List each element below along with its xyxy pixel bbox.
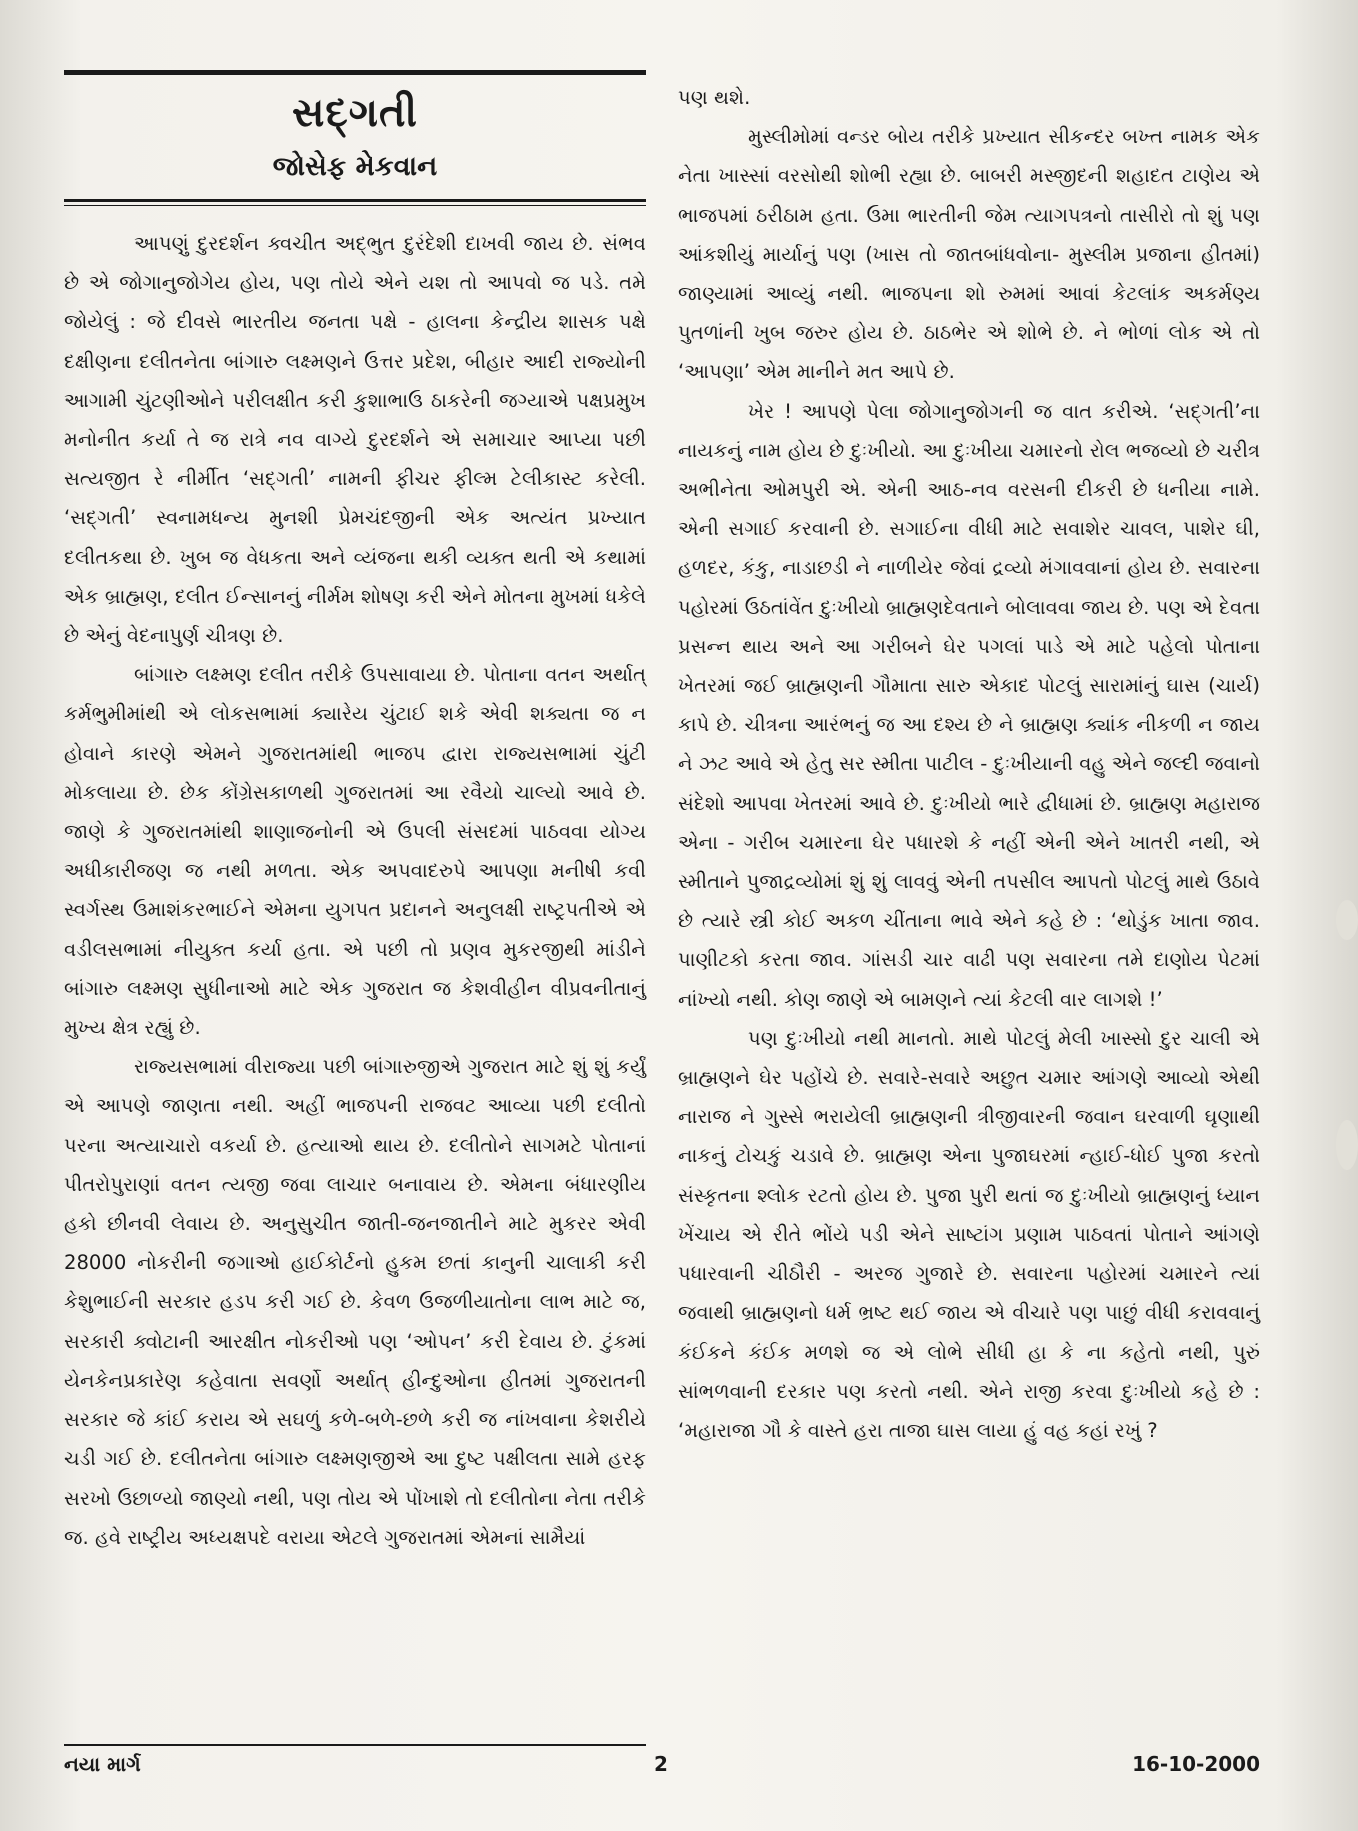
article-author: જોસેફ મેકવાન [272,151,438,182]
paragraph-continuation: પણ થશે. [678,86,751,109]
paragraph: પણ દુઃખીયો નથી માનતો. માથે પોટલું મેલી ખાસ્સો દુર ચાલી એ બ્રાહ્મણને ઘેર પહોંચે છે. સવારે-સવારે અછુત ચમાર આંગણે આવ્યો એથી નારાજ ને ગુસ્સે ભરાયેલી બ્રાહ્મણની ત્રીજીવારની જવાન ઘરવાળી ઘૃણાથી નાકનું ટોચકું ચડાવે છે. બ્રાહ્મણ એના પુજાઘરમાં ન્હાઈ-ધોઈ પુજા કરતો સંસ્કૃતના શ્લોક રટતો હોય છે. પુજા પુરી થતાં જ દુઃખીયો બ્રાહ્મણનું ધ્યાન ખેંચાય એ રીતે ભોંયે પડી એને સાષ્ટાંગ પ્રણામ પાઠવતાં પોતાને આંગણે પધારવાની ચીઠૌરી - અરજ ગુજારે છે. સવારના પહોરમાં ચમારને ત્યાં જવાથી બ્રાહ્મણનો ધર્મ ભ્રષ્ટ થઈ જાય એ વીચારે પણ પાછું વીધી કરાવવાનું કંઈકને કંઈક મળશે જ એ લોભે સીધી હા કે ના કહેતો નથી, પુરું સાંભળવાની દરકાર પણ કરતો નથી. એને રાજી કરવા દુઃખીયો કહે છે : ‘મહારાજા ગૌ કે વાસ્તે હરા તાજા ઘાસ લાયા હું વહ કહાં રખું ? [678,1026,1260,1442]
top-rule [64,70,646,75]
footer-rule [64,1744,646,1746]
right-body [678,78,1260,1450]
paragraph: બાંગારુ લક્ષ્મણ દલીત તરીકે ઉપસાવાયા છે. પોતાના વતન અર્થાત્ કર્મભુમીમાંથી એ લોકસભામાં ક્યારેય ચુંટાઈ શકે એવી શક્યતા જ ન હોવાને કારણે એમને ગુજરાતમાંથી ભાજપ દ્વારા રાજ્યસભામાં ચુંટી મોકલાયા છે. છેક કોંગ્રેસકાળથી ગુજરાતમાં આ રવૈયો ચાલ્યો આવે છે. જાણે કે ગુજરાતમાંથી શાણાજનોની એ ઉપલી સંસદમાં પાઠવવા યોગ્ય અધીકારીજણ જ નથી મળતા. એક અપવાદરુપે આપણા મનીષી કવી સ્વર્ગસ્થ ઉમાશંકરભાઈને એમના યુગપત પ્રદાનને અનુલક્ષી રાષ્ટ્રપતીએ એ વડીલસભામાં નીયુક્ત કર્યા હતા. એ પછી તો પ્રણવ મુકરજીથી માંડીને બાંગારુ લક્ષ્મણ સુધીનાઓ માટે એક ગુજરાત જ કેશવીહીન વીપ્રવનીતાનું મુખ્ય ક્ષેત્ર રહ્યું છે. [64,663,646,1040]
publication-name: નયા માર્ગ [64,1752,141,1776]
page-footer [64,1752,1260,1792]
header-rule [64,199,646,206]
article-title: સદ્ગતી [292,90,418,136]
issue-date: 16-10-2000 [1132,1752,1260,1776]
paragraph: રાજ્યસભામાં વીરાજ્યા પછી બાંગારુજીએ ગુજરાત માટે શું શું કર્યું એ આપણે જાણતા નથી. અહીં ભાજપની રાજવટ આવ્યા પછી દલીતો પરના અત્યાચારો વકર્યા છે. હત્યાઓ થાય છે. દલીતોને સાગમટે પોતાનાં પીતરોપુરાણાં વતન ત્યજી જવા લાચાર બનાવાય છે. એમના બંધારણીય હકો છીનવી લેવાય છે. અનુસુચીત જાતી-જનજાતીને માટે મુકરર એવી 28000 નોકરીની જગાઓ હાઈકોર્ટનો હુકમ છતાં કાનુની ચાલાકી કરી કેશુભાઈની સરકાર હડપ કરી ગઈ છે. કેવળ ઉજળીયાતોના લાભ માટે જ, સરકારી ક્વોટાની આરક્ષીત નોકરીઓ પણ ‘ઓપન’ કરી દેવાય છે. ટુંકમાં યેનકેનપ્રકારેણ કહેવાતા સવર્ણો અર્થાત્ હીન્દુઓના હીતમાં ગુજરાતની સરકાર જે કાંઈ કરાય એ સઘળું કળે-બળે-છળે કરી જ નાંખવાના કેશરીયે ચડી ગઈ છે. દલીતનેતા બાંગારુ લક્ષ્મણજીએ આ દુષ્ટ પક્ષીલતા સામે હરફ સરખો ઉછાળ્યો જાણ્યો નથી, પણ તોય એ પોંખાશે તો દલીતોના નેતા તરીકે જ. હવે રાષ્ટ્રીય અધ્યક્ષપદે વરાયા એટલે ગુજરાતમાં એમનાં સામૈયાં [64,1055,646,1549]
right-column [678,78,1260,1450]
left-body [64,224,646,1557]
paper-stain [1336,1120,1358,1170]
paragraph: મુસ્લીમોમાં વન્ડર બોય તરીકે પ્રખ્યાત સીકન્દર બખ્ત નામક એક નેતા ખાસ્સાં વરસોથી શોભી રહ્યા છે. બાબરી મસ્જીદની શહાદત ટાણેય એ ભાજપમાં ઠરીઠામ હતા. ઉમા ભારતીની જેમ ત્યાગપત્રનો તાસીરો તો શું પણ આંકશીયું માર્યાનું પણ (ખાસ તો જાતબાંધવોના- મુસ્લીમ પ્રજાના હીતમાં) જાણ્યામાં આવ્યું નથી. ભાજપના શો રુમમાં આવાં કેટલાંક અકર્મણ્ય પુતળાંની ખુબ જરુર હોય છે. ઠાઠભેર એ શોભે છે. ને ભોળાં લોક એ તો ‘આપણા’ એમ માનીને મત આપે છે. [678,125,1260,384]
paragraph: ખેર ! આપણે પેલા જોગાનુજોગની જ વાત કરીએ. ‘સદ્ગતી’ના નાયકનું નામ હોય છે દુઃખીયો. આ દુઃખીયા ચમારનો રોલ ભજવ્યો છે ચરીત્ર અભીનેતા ઓમપુરી એ. એની આઠ-નવ વરસની દીકરી છે ધનીયા નામે. એની સગાઈ કરવાની છે. સગાઈના વીધી માટે સવાશેર ચાવલ, પાશેર ઘી, હળદર, કંકુ, નાડાછડી ને નાળીયેર જેવાં દ્રવ્યો મંગાવવાનાં હોય છે. સવારના પહોરમાં ઉઠતાંવેંત દુઃખીયો બ્રાહ્મણદેવતાને બોલાવવા જાય છે. પણ એ દેવતા પ્રસન્ન થાય અને આ ગરીબને ઘેર પગલાં પાડે એ માટે પહેલો પોતાના ખેતરમાં જઈ બ્રાહ્મણની ગૌમાતા સારુ એકાદ પોટલું સારામાંનું ઘાસ (ચાર્ય) કાપે છે. ચીત્રના આરંભનું જ આ દશ્ય છે ને બ્રાહ્મણ ક્યાંક નીકળી ન જાય ને ઝટ આવે એ હેતુ સર સ્મીતા પાટીલ - દુઃખીયાની વહુ એને જલ્દી જવાનો સંદેશો આપવા ખેતરમાં આવે છે. દુઃખીયો ભારે દ્વીધામાં છે. બ્રાહ્મણ મહારાજ એના - ગરીબ ચમારના ઘેર પધારશે કે નહીં એની એને ખાતરી નથી, એ સ્મીતાને પુજાદ્રવ્યોમાં શું શું લાવવું એની તપસીલ આપતો પોટલું માથે ઉઠાવે છે ત્યારે સ્ત્રી કોઈ અકળ ચીંતાના ભાવે એને કહે છે : ‘થોડુંક ખાતા જાવ. પાણીટકો કરતા જાવ. ગાંસડી ચાર વાઢી પણ સવારના તમે દાણોય પેટમાં નાંખ્યો નથી. કોણ જાણે એ બામણને ત્યાં કેટલી વાર લાગશે !’ [678,399,1260,1011]
paragraph: આપણું દુરદર્શન ક્વચીત અદ્ભુત દુરંદેશી દાખવી જાય છે. સંભવ છે એ જોગાનુજોગેય હોય, પણ તોયે એને યશ તો આપવો જ પડે. તમે જોયેલું : જે દીવસે ભારતીય જનતા પક્ષે - હાલના કેન્દ્રીય શાસક પક્ષે દક્ષીણના દલીતનેતા બાંગારુ લક્ષ્મણને ઉત્તર પ્રદેશ, બીહાર આદી રાજ્યોની આગામી ચુંટણીઓને પરીલક્ષીત કરી કુશાભાઉ ઠાકરેની જગ્યાએ પક્ષપ્રમુખ મનોનીત કર્યા તે જ રાત્રે નવ વાગ્યે દુરદર્શને એ સમાચાર આપ્યા પછી સત્યજીત રે નીર્મીત ‘સદ્ગતી’ નામની ફીચર ફીલ્મ ટેલીકાસ્ટ કરેલી. ‘સદ્ગતી’ સ્વનામધન્ય મુનશી પ્રેમચંદજીની એક અત્યંત પ્રખ્યાત દલીતકથા છે. ખુબ જ વેધકતા અને વ્યંજના થકી વ્યક્ત થતી એ કથામાં એક બ્રાહ્મણ, દલીત ઈન્સાનનું નીર્મમ શોષણ કરી એને મોતના મુખમાં ધકેલે છે એનું વેદનાપુર્ણ ચીત્રણ છે. [64,232,646,648]
paper-stain [1336,900,1358,940]
page-number: 2 [654,1752,668,1776]
left-column [64,70,646,1557]
